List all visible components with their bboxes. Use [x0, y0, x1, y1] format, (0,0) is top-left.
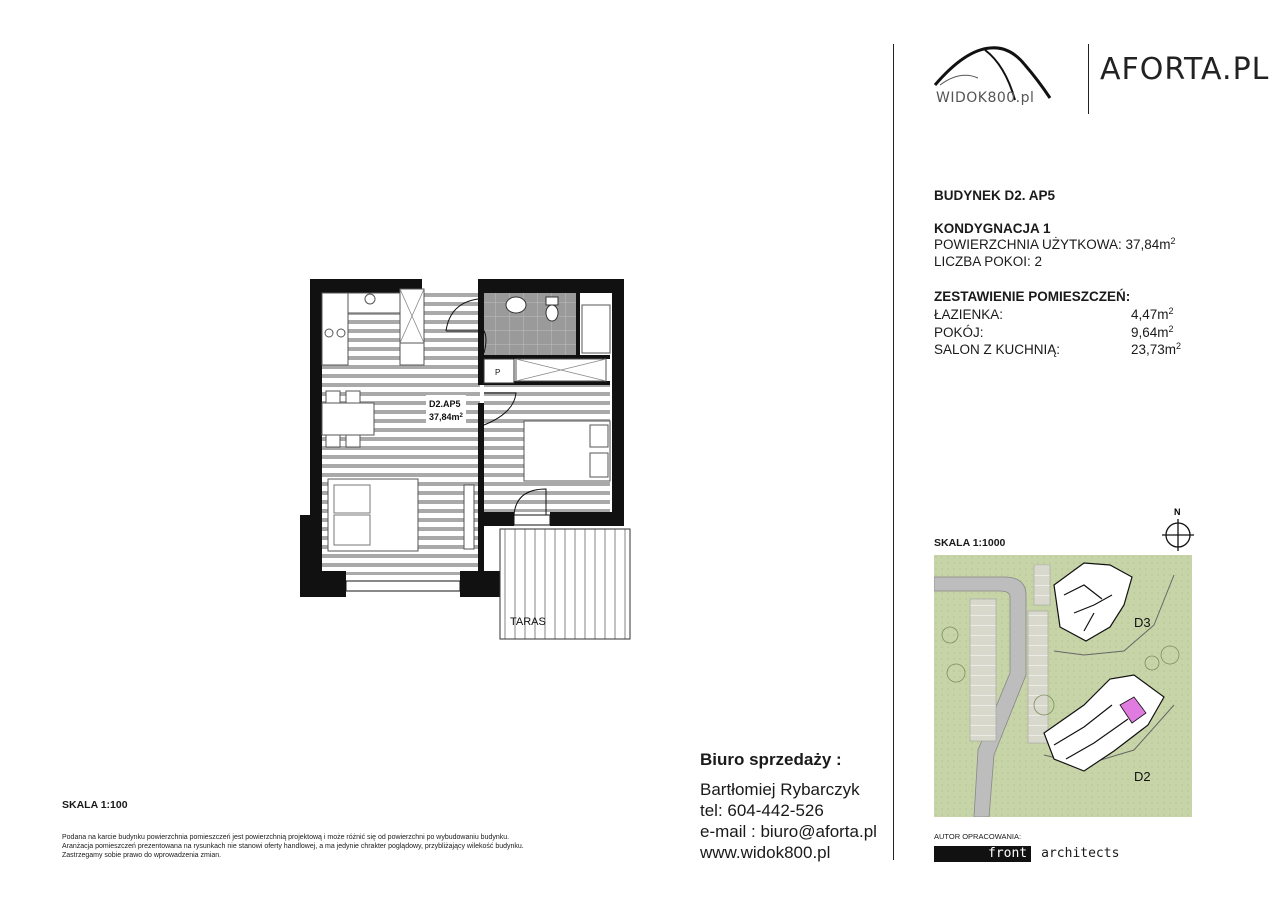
usable-area: POWIERZCHNIA UŻYTKOWA: $37,84m^2$: [934, 236, 1176, 252]
toilet-icon: [546, 297, 558, 305]
room-row-bathroom: ŁAZIENKA: $4,47m^2$: [934, 306, 1174, 322]
sales-phone: tel: 604-442-526: [700, 801, 824, 820]
building-d3-label: D3: [1134, 615, 1151, 630]
floor-label: KONDYGNACJA 1: [934, 221, 1051, 236]
logo-divider: [1088, 44, 1089, 114]
bathroom-floor: [484, 293, 576, 355]
pantry-label: P: [495, 368, 501, 377]
author-logo-front: front: [934, 846, 1031, 862]
parking-row: [970, 599, 996, 741]
site-scale-label: SKALA 1:1000: [934, 537, 1006, 549]
aforta-logo: [1100, 52, 1269, 87]
rooms-summary-title: ZESTAWIENIE POMIESZCZEŃ:: [934, 289, 1131, 304]
unit-id: D2.AP5: [429, 399, 461, 409]
plan-scale-label: SKALA 1:100: [62, 799, 128, 811]
page-divider: [893, 44, 894, 860]
sales-contact-name: Bartłomiej Rybarczyk: [700, 780, 860, 799]
sales-email: e-mail : biuro@aforta.pl: [700, 822, 877, 841]
rooms-count: LICZBA POKOI: 2: [934, 254, 1043, 269]
building-d2-label: D2: [1134, 769, 1151, 784]
kitchen-counter: [322, 293, 348, 365]
room-row-bedroom: POKÓJ: $9,64m^2$: [934, 324, 1174, 340]
sales-office-title: Biuro sprzedaży :: [700, 750, 842, 769]
unit-area: $37,84m^2$: [429, 412, 463, 422]
washbasin-icon: [506, 297, 526, 313]
aforta-logo-text: AFORTA.PL: [1100, 52, 1270, 87]
balcony-door: [514, 515, 550, 525]
washing-machine: [582, 305, 610, 353]
north-label: N: [1174, 507, 1181, 517]
author-logo-architects: architects: [1041, 846, 1120, 861]
terrace-label: TARAS: [510, 616, 546, 628]
disclaimer-line-2: Aranżacja pomieszczeń prezentowana na rysunkach nie stanowi oferty handlowej, a ma jedynie chrakter poglądowy, przybliżający wilekość budynku.: [62, 843, 524, 850]
dining-table: [322, 403, 374, 435]
tv-unit: [464, 485, 474, 549]
dining-chair: [326, 391, 340, 403]
widok800-logo: [930, 40, 1070, 110]
site-plan-map: [934, 555, 1192, 817]
widok800-logo-text: WIDOK800.pl: [936, 90, 1035, 106]
floor-plan: [300, 275, 635, 645]
sales-website[interactable]: www.widok800.pl: [700, 843, 831, 862]
disclaimer-line-1: Podana na karcie budynku powierzchnia pomieszczeń jest powierzchnią projektową i może różnić się od powierzchni po wybudowaniu budynku.: [62, 834, 510, 841]
north-arrow-icon: [1160, 505, 1196, 551]
living-room-window: [346, 581, 460, 591]
building-title: BUDYNEK D2. AP5: [934, 188, 1056, 203]
author-label: AUTOR OPRACOWANIA:: [934, 832, 1022, 841]
disclaimer-line-3: Zastrzegamy sobie prawo do wprowadzenia zmian.: [62, 852, 222, 859]
room-row-living: SALON Z KUCHNIĄ: $23,73m^2$: [934, 341, 1182, 357]
author-logo: [934, 846, 1119, 862]
